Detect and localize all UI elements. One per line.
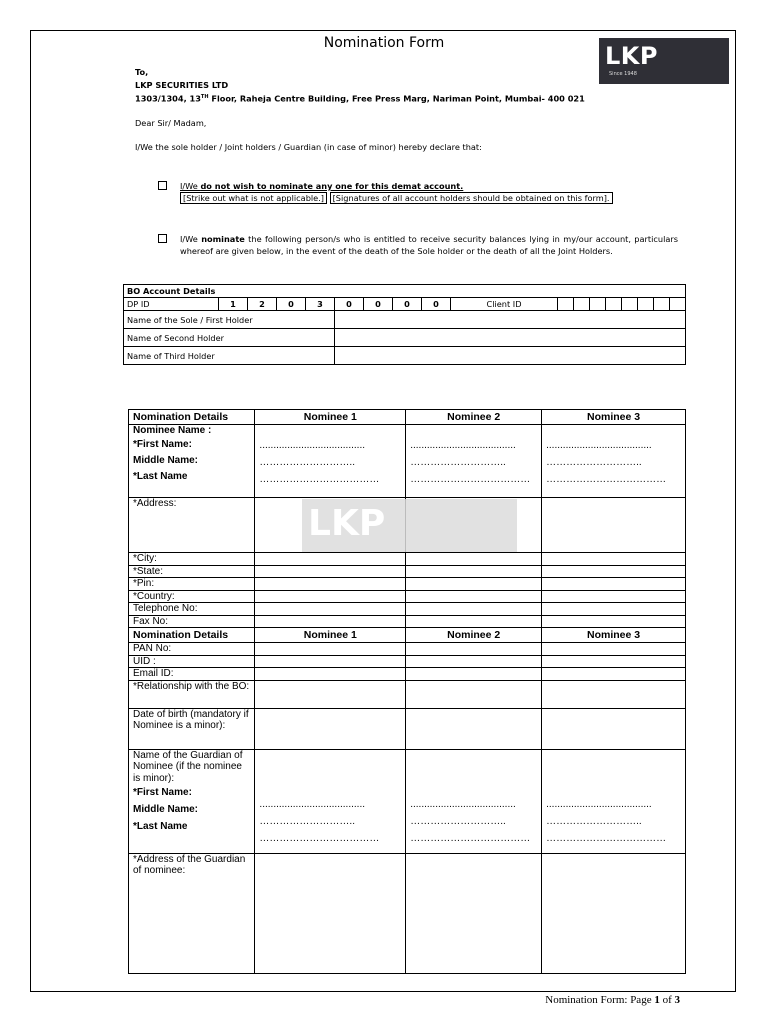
state-label: *State: [129,565,255,578]
second-holder-field[interactable] [335,329,686,347]
dots: ……………………………… [259,474,380,485]
third-holder-label: Name of Third Holder [124,347,335,365]
field[interactable] [406,603,542,616]
field[interactable] [542,643,686,656]
dp-digit: 1 [219,298,248,311]
first-holder-field[interactable] [335,311,686,329]
middle-name-label: Middle Name: [133,455,199,466]
field[interactable] [255,615,406,628]
field[interactable] [542,603,686,616]
field[interactable] [406,565,542,578]
field[interactable] [542,708,686,749]
dots: ……………………………… [546,474,667,485]
option1-pre: I/We [180,181,201,191]
country-label: *Country: [129,590,255,603]
dots: ……………………….. [410,815,506,827]
nom-header-2-2: Nominee 2 [406,628,542,643]
field[interactable] [406,668,542,681]
dots: ……………………….. [259,815,355,827]
option1-notes [180,193,680,205]
declaration: I/We the sole holder / Joint holders / Guardian (in case of minor) hereby declare that: [135,142,482,152]
field[interactable] [406,553,542,566]
footer-total: 3 [674,994,680,1006]
first-name-label: *First Name: [133,439,192,450]
option-nominate [180,234,678,257]
field[interactable] [406,655,542,668]
dp-digit: 3 [306,298,335,311]
first-holder-label: Name of the Sole / First Holder [124,311,335,329]
field[interactable] [255,590,406,603]
dp-digit: 2 [248,298,277,311]
dp-digit: 0 [277,298,306,311]
guardian1-address[interactable] [255,853,406,973]
address-post: Floor, Raheja Centre Building, Free Press Marg, Nariman Point, Mumbai- 400 021 [208,93,585,104]
field[interactable] [542,578,686,591]
dots: ……………………….. [546,815,642,827]
dots: ……………………………… [546,832,667,844]
option2-pre: I/We [180,234,202,244]
last-name-label: *Last Name [133,471,188,482]
field[interactable] [255,680,406,708]
nom-header-details: Nomination Details [129,410,255,425]
dots: ...................................... [410,798,516,810]
watermark-text: LKP [308,503,386,544]
field[interactable] [255,565,406,578]
page-title: Nomination Form [323,35,445,51]
nominee3-name-field[interactable] [542,425,686,498]
field[interactable] [255,578,406,591]
dp-digit: 0 [393,298,422,311]
client-id-box[interactable] [653,298,669,311]
bo-heading: BO Account Details [124,285,686,298]
field[interactable] [406,708,542,749]
guardian-text: Name of the Guardian of Nominee (if the nominee is minor): [133,749,243,784]
client-id-box[interactable] [621,298,637,311]
guardian-label [129,749,255,853]
field[interactable] [406,615,542,628]
nominee-name-label [129,425,255,498]
nominate-checkbox[interactable] [158,234,167,243]
option1-note2: [Signatures of all account holders should be obtained on this form]. [330,192,613,204]
dots: ……………………….. [546,457,642,468]
email-label: Email ID: [129,668,255,681]
address-pre: 1303/1304, 13 [135,93,201,104]
no-nominate-checkbox[interactable] [158,181,167,190]
field[interactable] [255,553,406,566]
field[interactable] [542,655,686,668]
page-footer [545,994,680,1006]
field[interactable] [406,590,542,603]
nom-header-2: Nominee 2 [406,410,542,425]
pan-label: PAN No: [129,643,255,656]
dots: ……………………………… [259,832,380,844]
name-label: Nominee Name : [133,425,212,436]
option2-bold: nominate [201,234,245,244]
footer-page: 1 [654,994,660,1006]
guardian1-name-field[interactable] [255,749,406,853]
recipient-address [135,66,585,105]
address-line [135,91,585,105]
nom-header-1-2: Nominee 1 [255,628,406,643]
nom-header-details-2: Nomination Details [129,628,255,643]
fax-label: Fax No: [129,615,255,628]
guardian-address-label: *Address of the Guardian of nominee: [129,853,255,973]
guardian3-address[interactable] [542,853,686,973]
dob-label: Date of birth (mandatory if Nominee is a minor): [129,708,255,749]
guardian2-name-field[interactable] [406,749,542,853]
field[interactable] [542,553,686,566]
dp-digit: 0 [335,298,364,311]
field[interactable] [255,655,406,668]
address-label: *Address: [129,498,255,553]
option1-bold: do not wish to nominate any one for this demat account. [200,181,464,191]
third-holder-field[interactable] [335,347,686,365]
field[interactable] [406,680,542,708]
salutation: Dear Sir/ Madam, [135,118,207,128]
dots: ...................................... [410,440,516,451]
dp-digit: 0 [364,298,393,311]
field[interactable] [542,668,686,681]
field[interactable] [255,708,406,749]
client-id-box[interactable] [573,298,589,311]
field[interactable] [406,578,542,591]
telephone-label: Telephone No: [129,603,255,616]
second-holder-label: Name of Second Holder [124,329,335,347]
field[interactable] [542,590,686,603]
nominee2-name-field[interactable] [406,425,542,498]
field[interactable] [542,615,686,628]
nom-header-3-2: Nominee 3 [542,628,686,643]
nominee3-address[interactable] [542,498,686,553]
dots: ……………………….. [259,457,355,468]
field[interactable] [255,668,406,681]
field[interactable] [406,643,542,656]
lkp-logo [599,38,729,84]
guardian3-name-field[interactable] [542,749,686,853]
guardian-last-label: *Last Name [133,821,188,832]
footer-mid: of [659,994,675,1006]
pin-label: *Pin: [129,578,255,591]
footer-pre: Nomination Form: Page [545,994,655,1006]
dots: ...................................... [546,440,652,451]
nominee1-name-field[interactable] [255,425,406,498]
company-line: LKP SECURITIES LTD [135,79,229,90]
nom-header-1: Nominee 1 [255,410,406,425]
field[interactable] [255,643,406,656]
option-no-nominate [180,181,680,204]
dots: ……………………………… [410,832,531,844]
dp-id-label: DP ID [124,298,219,311]
guardian2-address[interactable] [406,853,542,973]
field[interactable] [542,680,686,708]
guardian-first-label: *First Name: [133,787,192,798]
client-id-box[interactable] [605,298,621,311]
watermark-logo [302,499,517,552]
option2-rest: the following person/s who is entitled to receive security balances lying in my/our account, particulars whereof are given below, in the event of the death of the Sole holder or the death of all the Joint Holders. [180,234,678,256]
city-label: *City: [129,553,255,566]
client-id-box[interactable] [558,298,574,311]
bo-account-table [123,284,686,365]
nomination-table [128,409,686,974]
dots: ...................................... [546,798,652,810]
field[interactable] [542,565,686,578]
dots: ...................................... [259,440,365,451]
nom-header-3: Nominee 3 [542,410,686,425]
dots: ……………………………… [410,474,531,485]
client-id-label: Client ID [451,298,558,311]
dots: ...................................... [259,798,365,810]
address-sup: TH [200,94,209,100]
to-line: To, [135,67,149,77]
uid-label: UID : [129,655,255,668]
field[interactable] [255,603,406,616]
client-id-box[interactable] [637,298,653,311]
option1-line [180,181,680,193]
dots: ……………………….. [410,457,506,468]
guardian-middle-label: Middle Name: [133,804,199,815]
dp-digit: 0 [422,298,451,311]
client-id-box[interactable] [589,298,605,311]
relationship-label: *Relationship with the BO: [129,680,255,708]
logo-since: Since 1948 [609,71,637,77]
logo-text: LKP [605,42,658,70]
option1-note1: [Strike out what is not applicable.] [180,192,327,204]
client-id-box[interactable] [669,298,685,311]
